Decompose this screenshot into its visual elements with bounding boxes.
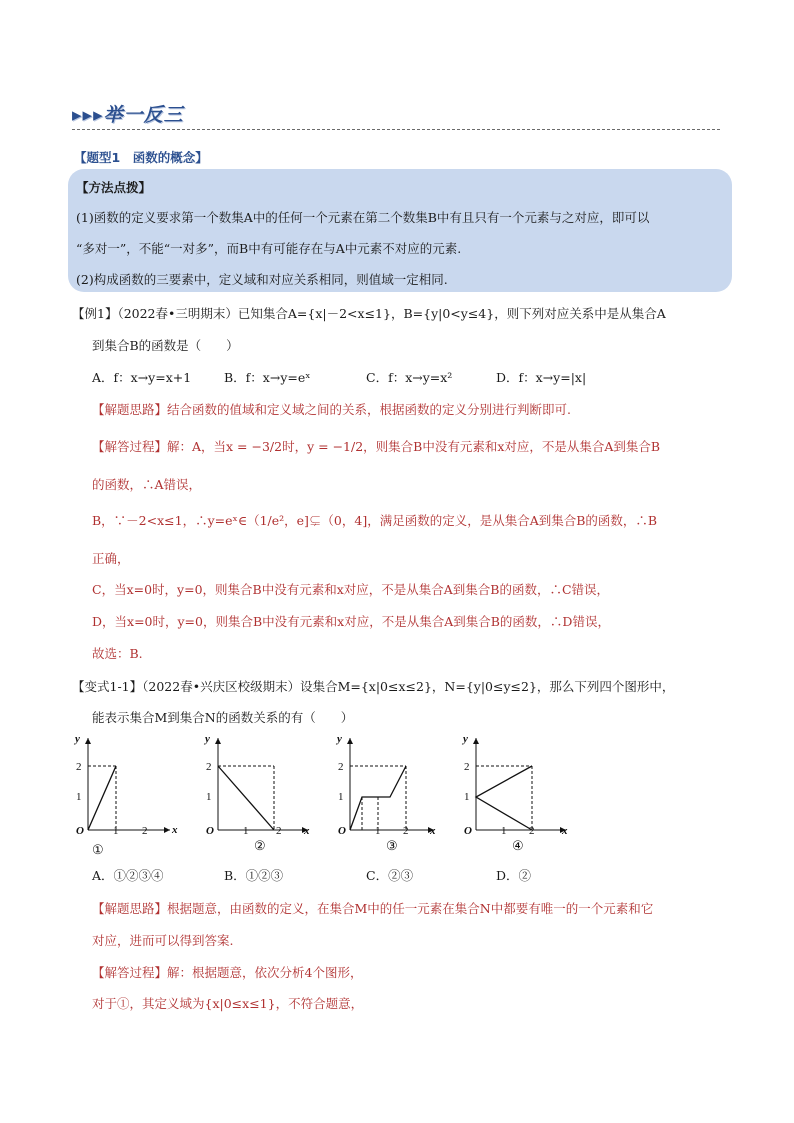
variant11-option-c: C．②③ bbox=[366, 868, 414, 883]
y-axis-label: y bbox=[463, 733, 468, 745]
graph-3 bbox=[332, 730, 452, 858]
x-tick-1: 1 bbox=[113, 825, 119, 837]
variant11-option-b: B．①②③ bbox=[224, 868, 284, 883]
method-line-2: “多对一”，不能“一对多”，而B中有可能存在与A中元素不对应的元素. bbox=[76, 241, 462, 256]
example1-option-d: D．f：x→y=|x| bbox=[496, 370, 587, 385]
example1-option-b: B．f：x→y=eˣ bbox=[224, 370, 311, 385]
graph-label-3: ③ bbox=[386, 838, 398, 853]
x-axis-label: x bbox=[304, 825, 310, 837]
example1-process-4: 正确， bbox=[92, 551, 130, 566]
section-logo: ▸▸▸举一反三 bbox=[72, 104, 184, 126]
y-tick-1: 1 bbox=[464, 791, 470, 803]
x-tick-1: 1 bbox=[501, 825, 507, 837]
origin-label: O bbox=[464, 825, 472, 837]
example1-process-2: 的函数，∴A错误， bbox=[92, 477, 202, 492]
x-axis-label: x bbox=[562, 825, 568, 837]
variant11-idea-1: 【解题思路】根据题意，由函数的定义，在集合M中的任一元素在集合N中都要有唯一的一个元素和它 bbox=[92, 901, 654, 916]
example1-option-c: C．f：x→y=x² bbox=[366, 370, 453, 385]
x-tick-2: 2 bbox=[529, 825, 535, 837]
y-axis-label: y bbox=[75, 733, 80, 745]
variant11-stem-2: 能表示集合M到集合N的函数关系的有（ ） bbox=[92, 710, 354, 725]
example1-answer: 故选：B. bbox=[92, 646, 143, 661]
method-line-3: (2)构成函数的三要素中，定义域和对应关系相同，则值域一定相同. bbox=[76, 272, 448, 287]
header-divider bbox=[72, 129, 720, 130]
method-title: 【方法点拨】 bbox=[76, 180, 152, 195]
example1-stem-2: 到集合B的函数是（ ） bbox=[92, 338, 239, 353]
example1-option-a: A．f：x→y=x+1 bbox=[92, 370, 192, 385]
y-tick-2: 2 bbox=[76, 761, 82, 773]
origin-label: O bbox=[76, 825, 84, 837]
example1-process-1: 【解答过程】解：A，当x = −3/2时，y = −1/2，则集合B中没有元素和x对应，不是从集合A到集合B bbox=[92, 439, 661, 454]
x-axis-label: x bbox=[430, 825, 436, 837]
y-tick-2: 2 bbox=[338, 761, 344, 773]
graph-4 bbox=[458, 730, 578, 858]
y-axis-label: y bbox=[205, 733, 210, 745]
graph-label-2: ② bbox=[254, 838, 266, 853]
method-line-1: (1)函数的定义要求第一个数集A中的任何一个元素在第二个数集B中有且只有一个元素与之对应，即可以 bbox=[76, 210, 650, 225]
graph-1 bbox=[70, 730, 190, 858]
graph-label-4: ④ bbox=[512, 838, 524, 853]
question-type-title: 【题型1 函数的概念】 bbox=[74, 150, 208, 165]
variant11-stem-1: 【变式1-1】（2022春•兴庆区校级期末）设集合M={x|0≤x≤2}，N={y|0≤y≤2}，那么下列四个图形中， bbox=[72, 679, 675, 694]
x-tick-2: 2 bbox=[276, 825, 282, 837]
y-tick-1: 1 bbox=[338, 791, 344, 803]
variant11-option-d: D．② bbox=[496, 868, 532, 883]
y-tick-2: 2 bbox=[206, 761, 212, 773]
example1-stem-1: 【例1】（2022春•三明期末）已知集合A={x|－2<x≤1}，B={y|0<y≤4}，则下列对应关系中是从集合A bbox=[72, 306, 666, 321]
variant11-idea-2: 对应，进而可以得到答案. bbox=[92, 933, 234, 948]
x-axis-label: x bbox=[172, 824, 178, 836]
y-tick-2: 2 bbox=[464, 761, 470, 773]
graph-label-1: ① bbox=[92, 842, 104, 857]
x-tick-2: 2 bbox=[403, 825, 409, 837]
graph-2 bbox=[200, 730, 320, 858]
variant11-process-1: 【解答过程】解：根据题意，依次分析4个图形， bbox=[92, 965, 363, 980]
y-tick-1: 1 bbox=[206, 791, 212, 803]
origin-label: O bbox=[206, 825, 214, 837]
example1-process-5: C，当x=0时，y=0，则集合B中没有元素和x对应，不是从集合A到集合B的函数，∴C错误， bbox=[92, 582, 610, 597]
y-axis-label: y bbox=[337, 733, 342, 745]
example1-process-3: B，∵－2<x≤1，∴y=eˣ∈（1/e²，e]⊊（0，4]，满足函数的定义，是从集合A到集合B的函数，∴B bbox=[92, 513, 658, 528]
x-tick-1: 1 bbox=[243, 825, 249, 837]
method-tips-box bbox=[68, 169, 732, 292]
origin-label: O bbox=[338, 825, 346, 837]
variant11-option-a: A．①②③④ bbox=[92, 868, 164, 883]
example1-idea: 【解题思路】结合函数的值域和定义域之间的关系，根据函数的定义分别进行判断即可. bbox=[92, 402, 571, 417]
y-tick-1: 1 bbox=[76, 791, 82, 803]
x-tick-1: 1 bbox=[375, 825, 381, 837]
variant11-process-2: 对于①，其定义域为{x|0≤x≤1}，不符合题意， bbox=[92, 996, 364, 1011]
example1-process-6: D，当x=0时，y=0，则集合B中没有元素和x对应，不是从集合A到集合B的函数，∴D错误， bbox=[92, 614, 610, 629]
x-tick-2: 2 bbox=[142, 825, 148, 837]
